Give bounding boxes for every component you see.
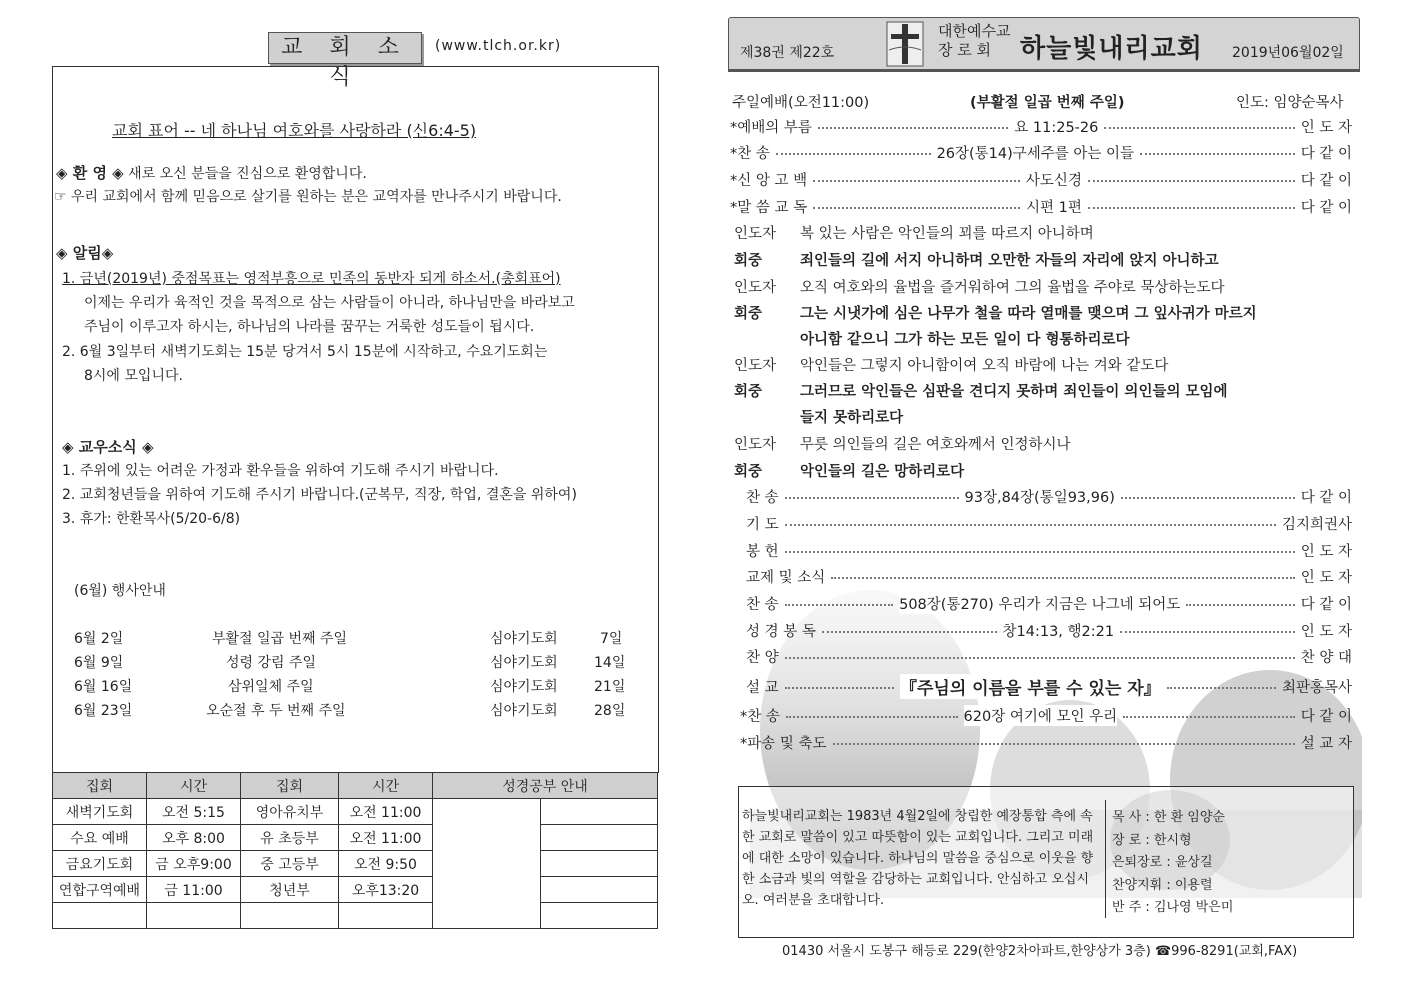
staff-line: 장 로 : 한시형	[1112, 833, 1192, 848]
info-divider	[1105, 800, 1106, 918]
table-cell: 유 초등부	[241, 825, 339, 851]
news-title: 교 회 소 식	[268, 32, 422, 64]
reading-line	[734, 276, 1224, 297]
order-who: 인 도 자	[1300, 119, 1352, 136]
order-item: 교제 및 소식	[746, 569, 826, 586]
leader-dots	[1167, 687, 1276, 689]
events-heading: (6월) 행사안내	[74, 583, 166, 599]
order-item: 봉 헌	[746, 543, 779, 560]
order-content: 26장(통14)구세주를 아는 이들	[937, 142, 1135, 163]
leader-dots	[1088, 180, 1295, 182]
table-row	[53, 903, 658, 929]
event-name: 삼위일체 주일	[228, 679, 314, 695]
table-cell: 오전 11:00	[339, 825, 433, 851]
worship-order-row	[746, 564, 1352, 588]
order-who: 설 교 자	[1300, 735, 1352, 752]
reading-text: 아니함 같으니 그가 하는 모든 일이 다 형통하리로다	[800, 332, 1130, 348]
order-who: 김지희권사	[1281, 516, 1352, 533]
reading-text: 악인들의 길은 망하리로다	[800, 464, 965, 480]
order-content: 창14:13, 행2:21	[1003, 620, 1115, 641]
worship-order-row	[730, 167, 1352, 191]
table-cell: 오전 5:15	[147, 799, 241, 825]
bible-study-cell	[433, 799, 541, 929]
table-cell: 새벽기도회	[53, 799, 147, 825]
order-who: 다 같 이	[1300, 199, 1352, 216]
leader-dots	[1120, 631, 1295, 633]
website-url: (www.tlch.or.kr)	[435, 38, 562, 54]
order-content: 93장,84장(통일93,96)	[965, 486, 1115, 507]
order-content: 사도신경	[1026, 169, 1082, 190]
table-cell: 오전 9:50	[339, 851, 433, 877]
member-news-1: 1. 주위에 있는 어려운 가정과 환우들을 위하여 기도해 주시기 바랍니다.	[62, 463, 499, 479]
reading-text: 복 있는 사람은 악인들의 꾀를 따르지 아니하며	[800, 226, 1094, 242]
event-date: 6월 16일	[74, 679, 133, 695]
table-row	[53, 877, 658, 903]
reading-speaker: 회중	[734, 306, 763, 322]
worship-order-row	[746, 484, 1352, 508]
bible-study-cell	[541, 903, 658, 929]
welcome-section	[56, 162, 367, 183]
denomination-line1: 대한예수교	[938, 22, 1011, 40]
reading-text: 그는 시냇가에 심은 나무가 철을 따라 열매를 맺으며 그 잎사귀가 마르지	[800, 306, 1257, 322]
event-label: 심야기도회	[490, 631, 558, 647]
order-item: 설 교	[746, 679, 779, 696]
order-who: 다 같 이	[1300, 708, 1352, 725]
table-cell: 오전 11:00	[339, 799, 433, 825]
order-item: 찬 양	[746, 649, 779, 666]
leader-dots	[776, 153, 931, 155]
reading-text: 죄인들의 길에 서지 아니하며 오만한 자들의 자리에 앉지 아니하고	[800, 253, 1219, 269]
notice-1c: 주님이 이루고자 하시는, 하나님의 나라를 꿈꾸는 거룩한 성도들이 됩시다.	[84, 319, 535, 335]
sermon-title: 『주님의 이름을 부를 수 있는 자』	[900, 674, 1161, 699]
reading-line	[734, 354, 1168, 375]
event-label: 심야기도회	[490, 703, 558, 719]
reading-speaker: 인도자	[734, 226, 777, 242]
reading-text: 오직 여호와의 율법을 즐거워하여 그의 율법을 주야로 묵상하는도다	[800, 280, 1225, 296]
notice-2a: 2. 6월 3일부터 새벽기도회는 15분 당겨서 5시 15분에 시작하고, 수요기도회는	[62, 344, 548, 360]
welcome-line: ☞ 우리 교회에서 함께 믿음으로 살기를 원하는 분은 교역자를 만나주시기 바랍니다.	[54, 189, 562, 205]
order-content: 요 11:25-26	[1014, 116, 1098, 137]
event-day: 7일	[600, 631, 623, 647]
order-who: 다 같 이	[1300, 596, 1353, 613]
event-name: 성령 강림 주일	[226, 655, 317, 671]
staff-line: 목 사 : 한 환 임양순	[1112, 810, 1225, 825]
table-row	[53, 825, 658, 851]
schedule-table	[52, 772, 658, 929]
order-item: *신 앙 고 백	[730, 172, 808, 189]
notice-2b: 8시에 모입니다.	[84, 368, 183, 384]
table-cell: 청년부	[241, 877, 339, 903]
leader-dots	[813, 207, 1020, 209]
event-label: 심야기도회	[490, 655, 558, 671]
table-cell: 금 11:00	[147, 877, 241, 903]
reading-speaker: 회중	[734, 253, 763, 269]
worship-order-row	[730, 194, 1352, 218]
welcome-text: 새로 오신 분들을 진심으로 환영합니다.	[123, 166, 367, 182]
church-motto: 교회 표어 -- 네 하나님 여호와를 사랑하라 (신6:4-5)	[112, 121, 477, 140]
order-content: 508장(통270) 우리가 지금은 나그네 되어도	[899, 593, 1180, 614]
order-item: *찬 송	[730, 145, 770, 162]
staff-line: 찬양지휘 : 이용렬	[1112, 878, 1213, 893]
table-cell: 오후13:20	[339, 877, 433, 903]
worship-order-row	[746, 644, 1352, 668]
order-who: 다 같 이	[1300, 489, 1352, 506]
reading-line	[734, 460, 964, 481]
reading-speaker: 인도자	[734, 280, 777, 296]
welcome-heading: ◈ 환 영 ◈	[56, 164, 124, 182]
order-content: 620장 여기에 모인 우리	[964, 705, 1118, 726]
volume-number: 제38권 제22호	[740, 45, 835, 61]
reading-speaker: 회중	[734, 384, 763, 400]
leader-dots	[1121, 497, 1295, 499]
order-who: 다 같 이	[1300, 172, 1353, 189]
worship-order-row	[740, 703, 1352, 727]
order-who: 인 도 자	[1300, 569, 1352, 586]
table-header-row	[53, 773, 658, 799]
leader-dots	[831, 577, 1294, 579]
worship-order-row	[746, 591, 1352, 615]
event-day: 28일	[594, 703, 626, 719]
worship-order-row	[746, 538, 1352, 562]
leader-dots	[785, 524, 1276, 526]
bible-study-cell	[541, 825, 658, 851]
reading-speaker: 회중	[734, 464, 763, 480]
bible-study-cell	[541, 877, 658, 903]
header-divider	[728, 69, 1360, 72]
event-name: 오순절 후 두 번째 주일	[206, 703, 346, 719]
event-date: 6월 23일	[74, 703, 133, 719]
order-content: 시편 1편	[1026, 196, 1082, 217]
leader-dots	[818, 127, 1008, 129]
reading-line	[734, 406, 903, 427]
order-who: 최판홍목사	[1281, 679, 1353, 696]
table-header: 성경공부 안내	[433, 773, 658, 799]
reading-line	[734, 433, 1071, 454]
table-cell: 중 고등부	[241, 851, 339, 877]
reading-text: 악인들은 그렇지 아니함이여 오직 바람에 나는 겨와 같도다	[800, 358, 1169, 374]
table-header: 시간	[339, 773, 433, 799]
leader-dots	[1088, 207, 1295, 209]
event-date: 6월 2일	[74, 631, 124, 647]
leader-dots	[785, 551, 1295, 553]
leader-dots	[785, 687, 894, 689]
denomination	[938, 22, 1010, 60]
event-name: 부활절 일곱 번째 주일	[212, 631, 348, 647]
leader-dots	[1123, 716, 1295, 718]
table-cell	[241, 903, 339, 929]
order-who: 다 같 이	[1300, 145, 1353, 162]
denomination-line2: 장 로 회	[938, 41, 992, 59]
reading-text: 들지 못하리로다	[800, 410, 904, 426]
member-news-3: 3. 휴가: 한환목사(5/20-6/8)	[62, 511, 241, 527]
table-header: 시간	[147, 773, 241, 799]
worship-order-row	[746, 674, 1352, 698]
bulletin-date: 2019년06월02일	[1232, 45, 1344, 61]
order-who: 인 도 자	[1300, 543, 1352, 560]
leader-dots	[833, 743, 1295, 745]
bible-study-cell	[541, 799, 658, 825]
order-who: 찬 양 대	[1300, 649, 1352, 666]
order-item: *파송 및 축도	[740, 735, 827, 752]
leader-dots	[1104, 127, 1294, 129]
leader-dots	[785, 497, 959, 499]
table-cell: 영아유치부	[241, 799, 339, 825]
worship-order-row	[746, 618, 1352, 642]
table-row	[53, 851, 658, 877]
reading-line	[734, 380, 1228, 401]
table-cell: 연합구역예배	[53, 877, 147, 903]
cross-logo-icon	[885, 20, 925, 68]
table-header: 집회	[241, 773, 339, 799]
order-item: *찬 송	[740, 708, 780, 725]
reading-line	[734, 249, 1219, 270]
order-item: 찬 송	[746, 489, 779, 506]
reading-line	[734, 302, 1257, 323]
order-item: *말 씀 교 독	[730, 199, 808, 216]
table-cell	[339, 903, 433, 929]
leader-dots	[1186, 604, 1294, 606]
leader-dots	[1140, 153, 1295, 155]
leader-dots	[822, 631, 997, 633]
table-row	[53, 799, 658, 825]
church-name: 하늘빛내리교회	[1020, 34, 1203, 64]
worship-order-row	[740, 730, 1352, 754]
reading-line	[734, 328, 1129, 349]
leader-dots	[786, 716, 958, 718]
event-date: 6월 9일	[74, 655, 124, 671]
worship-order-row	[730, 140, 1352, 164]
order-who: 인 도 자	[1300, 623, 1353, 640]
leader-dots	[813, 180, 1020, 182]
table-cell: 수요 예배	[53, 825, 147, 851]
service-leader: 인도: 임양순목사	[1236, 95, 1344, 111]
event-label: 심야기도회	[490, 679, 558, 695]
notice-1a: 1. 금년(2019년) 중점목표는 영적부흥으로 민족의 동반자 되게 하소서.(총회표어)	[62, 271, 561, 287]
notice-heading: ◈ 알림◈	[56, 244, 114, 262]
reading-text: 무릇 의인들의 길은 여호와께서 인정하시나	[800, 437, 1071, 453]
reading-speaker: 인도자	[734, 358, 777, 374]
table-cell: 금 오후9:00	[147, 851, 241, 877]
table-cell	[53, 903, 147, 929]
table-cell: 금요기도회	[53, 851, 147, 877]
service-time: 주일예배(오전11:00)	[732, 95, 870, 111]
reading-line	[734, 222, 1094, 243]
church-introduction: 하늘빛내리교회는 1983년 4월2일에 창립한 예장통합 측에 속한 교회로 말씀이 있고 따뜻함이 있는 교회입니다. 그리고 미래에 대한 소망이 있습니다. 하나님의 말씀을 중심으로 이웃을 향한 소금과 빛의 역할을 감당하는 교회입니다. 안심하고 오십시오. 여러분을 초대합니다.	[742, 809, 1094, 908]
leader-dots	[785, 657, 1295, 659]
church-address: 01430 서울시 도봉구 해등로 229(한양2차아파트,한양상가 3층) ☎996-8291(교회,FAX)	[782, 944, 1298, 959]
member-heading: ◈ 교우소식 ◈	[62, 438, 154, 456]
table-cell	[147, 903, 241, 929]
event-day: 14일	[594, 655, 626, 671]
order-item: *예배의 부름	[730, 119, 812, 136]
reading-text: 그러므로 악인들은 심판을 견디지 못하며 죄인들이 의인들의 모임에	[800, 384, 1228, 400]
notice-1b: 이제는 우리가 육적인 것을 목적으로 삼는 사람들이 아니라, 하나님만을 바라보고	[84, 295, 575, 311]
staff-line: 은퇴장로 : 윤상길	[1112, 855, 1213, 870]
order-item: 찬 송	[746, 596, 779, 613]
sunday-name: (부활절 일곱 번째 주일)	[970, 95, 1125, 111]
worship-order-row	[730, 114, 1352, 138]
leader-dots	[785, 604, 893, 606]
staff-line: 반 주 : 김나영 박은미	[1112, 900, 1234, 915]
reading-speaker: 인도자	[734, 437, 777, 453]
member-news-2: 2. 교회청년들을 위하여 기도해 주시기 바랍니다.(군복무, 직장, 학업, 결혼을 위하여)	[62, 487, 577, 503]
bible-study-cell	[541, 851, 658, 877]
order-item: 기 도	[746, 516, 779, 533]
event-day: 21일	[594, 679, 626, 695]
order-item: 성 경 봉 독	[746, 623, 816, 640]
table-header: 집회	[53, 773, 147, 799]
worship-order-row	[746, 511, 1352, 535]
table-cell: 오후 8:00	[147, 825, 241, 851]
